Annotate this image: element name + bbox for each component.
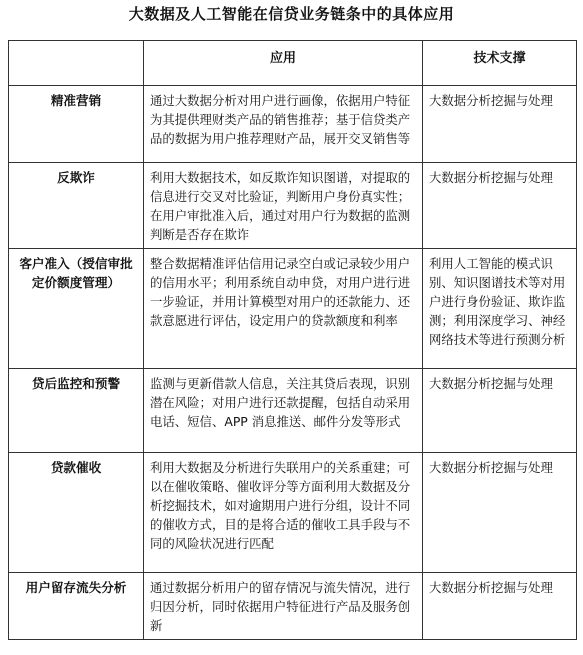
- table-row: [9, 573, 577, 640]
- header-row: [9, 41, 577, 86]
- row-tech: 大数据分析挖掘与处理: [423, 86, 577, 163]
- row-tech: 大数据分析挖掘与处理: [423, 453, 577, 573]
- header-tech-support: 技术支撑: [423, 41, 577, 86]
- row-application: 整合数据精准评估信用记录空白或记录较少用户的信用水平；利用系统自动申贷，对用户进行进一步验证，并用计算模型对用户的还款能力、还款意愿进行评估，设定用户的贷款额度和利率: [144, 249, 423, 369]
- row-application: 利用大数据技术，如反欺诈知识图谱，对提取的信息进行交叉对比验证，判断用户身份真实性；在用户审批准入后，通过对用户行为数据的监测判断是否存在欺诈: [144, 163, 423, 249]
- row-name: 用户留存流失分析: [9, 573, 144, 640]
- row-application: 通过大数据分析对用户进行画像，依据用户特征为其提供理财类产品的销售推荐；基于信贷类产品的数据为用户推荐理财产品，展开交叉销售等: [144, 86, 423, 163]
- row-name: 精准营销: [9, 86, 144, 163]
- page-title: 大数据及人工智能在信贷业务链条中的具体应用: [128, 5, 455, 23]
- table-row: [9, 369, 577, 453]
- table-row: [9, 453, 577, 573]
- row-name: 客户准入（授信审批定价额度管理）: [9, 249, 144, 369]
- row-tech: 大数据分析挖掘与处理: [423, 369, 577, 453]
- row-tech: 大数据分析挖掘与处理: [423, 163, 577, 249]
- row-name: 贷款催收: [9, 453, 144, 573]
- header-application: 应用: [144, 41, 423, 86]
- row-application: 利用大数据及分析进行失联用户的关系重建；可以在催收策略、催收评分等方面利用大数据及分析挖掘技术，如对逾期用户进行分组，设计不同的催收方式，目的是将合适的催收工具手段与不同的风险状况进行匹配: [144, 453, 423, 573]
- row-application: 通过数据分析用户的留存情况与流失情况，进行归因分析，同时依据用户特征进行产品及服务创新: [144, 573, 423, 640]
- header-empty-cell: [9, 41, 144, 86]
- row-tech: 利用人工智能的模式识别、知识图谱技术等对用户进行身份验证、欺诈监测；利用深度学习、神经网络技术等进行预测分析: [423, 249, 577, 369]
- table-row: [9, 163, 577, 249]
- row-application: 监测与更新借款人信息，关注其贷后表现，识别潜在风险；对用户进行还款提醒，包括自动采用电话、短信、APP 消息推送、邮件分发等形式: [144, 369, 423, 453]
- row-tech: 大数据分析挖掘与处理: [423, 573, 577, 640]
- row-name: 贷后监控和预警: [9, 369, 144, 453]
- row-name: 反欺诈: [9, 163, 144, 249]
- table-row: [9, 249, 577, 369]
- application-table: [8, 40, 577, 640]
- table-row: [9, 86, 577, 163]
